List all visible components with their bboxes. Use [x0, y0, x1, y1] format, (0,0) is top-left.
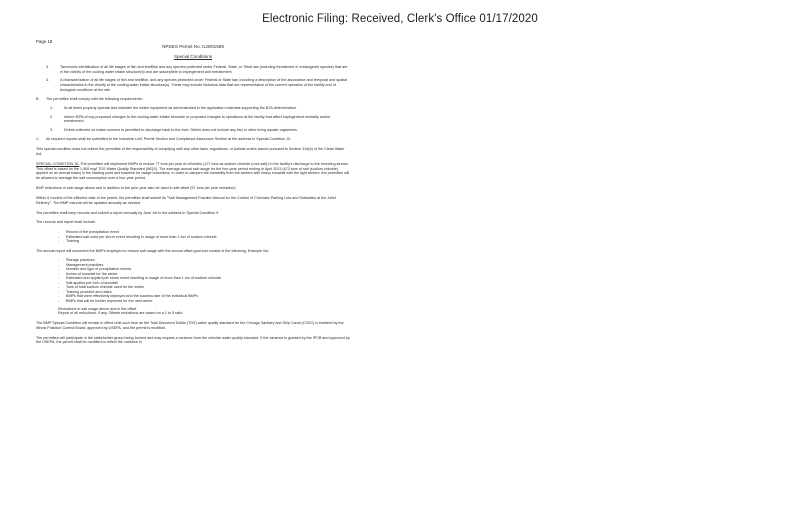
- records-list: [58, 230, 350, 243]
- item-number: 3.: [50, 128, 54, 133]
- list-item: [46, 65, 350, 75]
- item-number: 3.: [46, 64, 50, 69]
- filing-stamp: Electronic Filing: Received, Clerk's Office 01/17/2020: [262, 13, 538, 25]
- list-item: - Number and type of precipitation events: [58, 267, 350, 271]
- list-item: [50, 115, 350, 125]
- paragraph-salt-manual: Within 6 months of the effective date of the permit, the permittee shall submit its "Salt Management Practice Manual for the Control of Chlorides Parking Lots and Sidewalks at the Joliet Refinery". The BMP manual will be updated annually as needed.: [36, 195, 336, 205]
- list-item: - Record of the precipitation event: [58, 230, 350, 234]
- list-item: [50, 128, 350, 133]
- condition-heading: SPECIAL CONDITION 16.: [36, 161, 80, 166]
- annual-report-lead: The annual report will document the BMPs employed to reduce salt usage with the annual offset goal and consist of the following, Example list:: [36, 248, 269, 253]
- section-c: [36, 137, 350, 142]
- records-lead: The records and report shall include:: [36, 220, 96, 225]
- section-text: The permittee shall comply with the following requirements:: [46, 96, 143, 101]
- list-item: - Training: [58, 239, 350, 243]
- item-number: 4.: [46, 78, 50, 83]
- list-item: - Inches of snowfall for the winter: [58, 272, 350, 276]
- document-page: [36, 38, 350, 510]
- list-item: - Estimated and applied per storm event resulting in usage of more than 1 ton of sodium chloride: [58, 276, 350, 280]
- permit-number: NPDES Permit No. IL0001589: [162, 44, 224, 49]
- paragraph-bmp-reductions: BMP reductions in salt usage above and in addition to the prior year also be used in salt offset (57 tons per year reduction).: [36, 186, 237, 191]
- item-text: Taxonomic identification of all life stages of fish and shellfish and any species protected under Federal, State, or Tribal law (including threatened or endangered species) that are in the vicinity of the cooling water intake structure(s) and are susceptible to impingement and entrainment.: [60, 64, 348, 74]
- list-item: [46, 78, 350, 93]
- list-item: - BMPs that will be further improved for the next winter.: [58, 299, 350, 303]
- item-number: 1.: [50, 105, 54, 110]
- annual-report-list: [58, 258, 350, 303]
- item-text: Inform IEPA of any proposed changes to the cooling water intake structure or proposed changes to operations at the facility that affect impingement mortality and/or entrainment.: [64, 114, 331, 124]
- list-item: Report of all reductions, if any. Offsets reductions are based on a 1 to 5 ratio.: [58, 311, 184, 316]
- section-b-items: [36, 106, 350, 133]
- page-number: Page 18: [36, 39, 53, 44]
- list-item: - Storage practices: [58, 258, 350, 262]
- list-item: - Estimated salt used per storm event resulting in usage of more than 1 ton of sodium chloride: [58, 235, 350, 239]
- paragraph-annual-report: The permittee shall keep records and submit a report annually by June 1st to the address in Special Condition 9.: [36, 210, 220, 215]
- paragraph-stakeholder: The permittee will participate in the stakeholder group being formed and may request a variance from the chloride water quality standard. If the variance is granted by the IPCB and approved by the USEPA, the permit shall be modified to reflect the variance in: [36, 335, 350, 345]
- list-item: - Management practices: [58, 263, 350, 267]
- paragraph-tds: The BMP Special Condition will remain in effect until such time as the Total Dissolved Solids (TDS) water quality standard for the Chicago Sanitary and Ship Canal (CSSC) is finalized by the Illinois Pollution Control Board, approved by USEPA, and the permit is modified.: [36, 320, 344, 330]
- list-item: [50, 106, 350, 111]
- condition-text: The permittee will implement BMPs to reduce 77 tons per year of chlorides (127 tons as sodium chloride (rock salt)) in the facility's discharge to the receiving stream. This offset is based on the 1,500 mg/l TDS Water Quality Standard (WQS). The average annual salt usage for the four year period ending in April 2013 (473 tons of salt (sodium chloride) applied on an annual basis) is the starting point and baseline for usage reductions. In order to dampen the variability from the winters with heavy snowfall with the light winters, the permittee will be allowed to average the salt consumption over a four year period.: [36, 161, 350, 181]
- section-letter: C.: [36, 137, 40, 142]
- paragraph-liability: This special condition does not relieve the permittee of the responsibility of complying with any other laws, regulations, or judicial orders issued pursuant to Section 316(b) of the Clean Water Act.: [36, 146, 345, 156]
- item-text: Debris collected on intake screens is permitted to discharge back to the river. Debris does not include any fish or other living aquatic organisms.: [64, 128, 298, 133]
- special-condition-16: [36, 162, 350, 181]
- section-text: All required reports shall be submitted to the Industrial Unit, Permit Section and Compliance Assurance Section at the address in Special Condition 10.: [46, 137, 292, 142]
- list-item: - Salt applied per inch of snowfall: [58, 281, 350, 285]
- list-item: - BMPs that were effectively deployed and the success rate of the individual BMPs: [58, 294, 350, 298]
- item-text: At all times properly operate and maintain the intake equipment as demonstrated in the application materials supporting the BTA determination.: [64, 105, 297, 110]
- annual-report-sublist: [58, 307, 350, 316]
- list-item: - Tons of total sodium chloride used for the winter: [58, 285, 350, 289]
- item-number: 2.: [50, 114, 54, 119]
- list-item: - Training provided and dates: [58, 290, 350, 294]
- section-b: [36, 97, 350, 102]
- list-item: Reductions in salt usage above and in the offset: [58, 306, 137, 311]
- section-title: Special Conditions: [173, 53, 213, 59]
- item-text: A characterization of all life stages of fish and shellfish, and any species protected under Federal or State law, including a description of the abundance and temporal and spatial characteristics in the vicinity of the cooling water intake structure(s). These may include historical data that are representative of the current operation of the facility and of biological conditions at the site.: [60, 78, 347, 93]
- section-letter: B.: [36, 96, 40, 101]
- upper-items: [36, 65, 350, 93]
